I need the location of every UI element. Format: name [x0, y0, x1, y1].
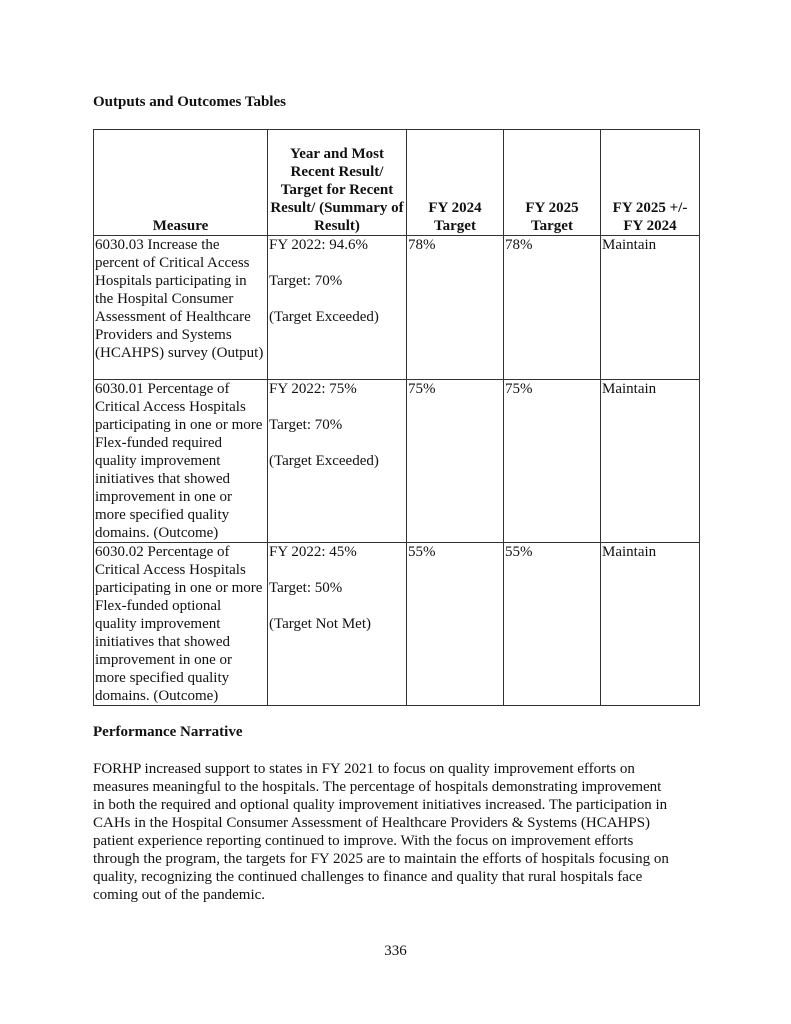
cell-fy2024-target: 75%	[407, 380, 504, 543]
cell-measure: 6030.03 Increase the percent of Critical Access Hospitals participating in the Hospital Consumer Assessment of Healthcare Providers and Systems (HCAHPS) survey (Output)	[94, 236, 268, 380]
cell-change: Maintain	[601, 380, 700, 543]
result-target: Target: 70%	[269, 417, 343, 433]
cell-result	[268, 380, 407, 543]
result-value: FY 2022: 45%	[269, 544, 357, 560]
result-target: Target: 50%	[269, 580, 343, 596]
table-row	[94, 236, 700, 380]
header-measure: Measure	[94, 130, 268, 236]
table-row	[94, 543, 700, 706]
cell-fy2024-target: 78%	[407, 236, 504, 380]
result-value: FY 2022: 75%	[269, 381, 357, 397]
cell-measure: 6030.01 Percentage of Critical Access Hospitals participating in one or more Flex-funded required quality improvement initiatives that showed improvement in one or more specified quality domains. (Outcome)	[94, 380, 268, 543]
section-heading-outputs-outcomes: Outputs and Outcomes Tables	[93, 94, 286, 110]
header-recent-result: Year and Most Recent Result/ Target for Recent Result/ (Summary of Result)	[268, 130, 407, 236]
table-row	[94, 380, 700, 543]
cell-fy2025-target: 55%	[504, 543, 601, 706]
table-header-row	[94, 130, 700, 236]
cell-result	[268, 543, 407, 706]
result-summary: (Target Exceeded)	[269, 309, 379, 325]
cell-fy2025-target: 78%	[504, 236, 601, 380]
header-change: FY 2025 +/- FY 2024	[601, 130, 700, 236]
header-fy2025-target: FY 2025 Target	[504, 130, 601, 236]
cell-change: Maintain	[601, 543, 700, 706]
result-summary: (Target Not Met)	[269, 616, 371, 632]
cell-measure: 6030.02 Percentage of Critical Access Hospitals participating in one or more Flex-funded optional quality improvement initiatives that showed improvement in one or more specified quality domains. (Outcome)	[94, 543, 268, 706]
result-value: FY 2022: 94.6%	[269, 237, 369, 253]
outcomes-table	[93, 129, 700, 706]
performance-narrative-paragraph: FORHP increased support to states in FY 2021 to focus on quality improvement efforts on measures meaningful to the hospitals. The percentage of hospitals demonstrating improvement in both the required and optional quality improvement initiatives increased. The participation in CAHs in the Hospital Consumer Assessment of Healthcare Providers & Systems (HCAHPS) patient experience reporting continued to improve. With the focus on improvement efforts through the program, the targets for FY 2025 are to maintain the efforts of hospitals focusing on quality, recognizing the continued challenges to finance and quality that rural hospitals face coming out of the pandemic.	[93, 761, 669, 903]
page-number: 336	[384, 943, 407, 959]
section-heading-performance-narrative: Performance Narrative	[93, 724, 243, 740]
result-summary: (Target Exceeded)	[269, 453, 379, 469]
cell-result	[268, 236, 407, 380]
header-fy2024-target: FY 2024 Target	[407, 130, 504, 236]
result-target: Target: 70%	[269, 273, 343, 289]
cell-fy2024-target: 55%	[407, 543, 504, 706]
cell-fy2025-target: 75%	[504, 380, 601, 543]
cell-change: Maintain	[601, 236, 700, 380]
